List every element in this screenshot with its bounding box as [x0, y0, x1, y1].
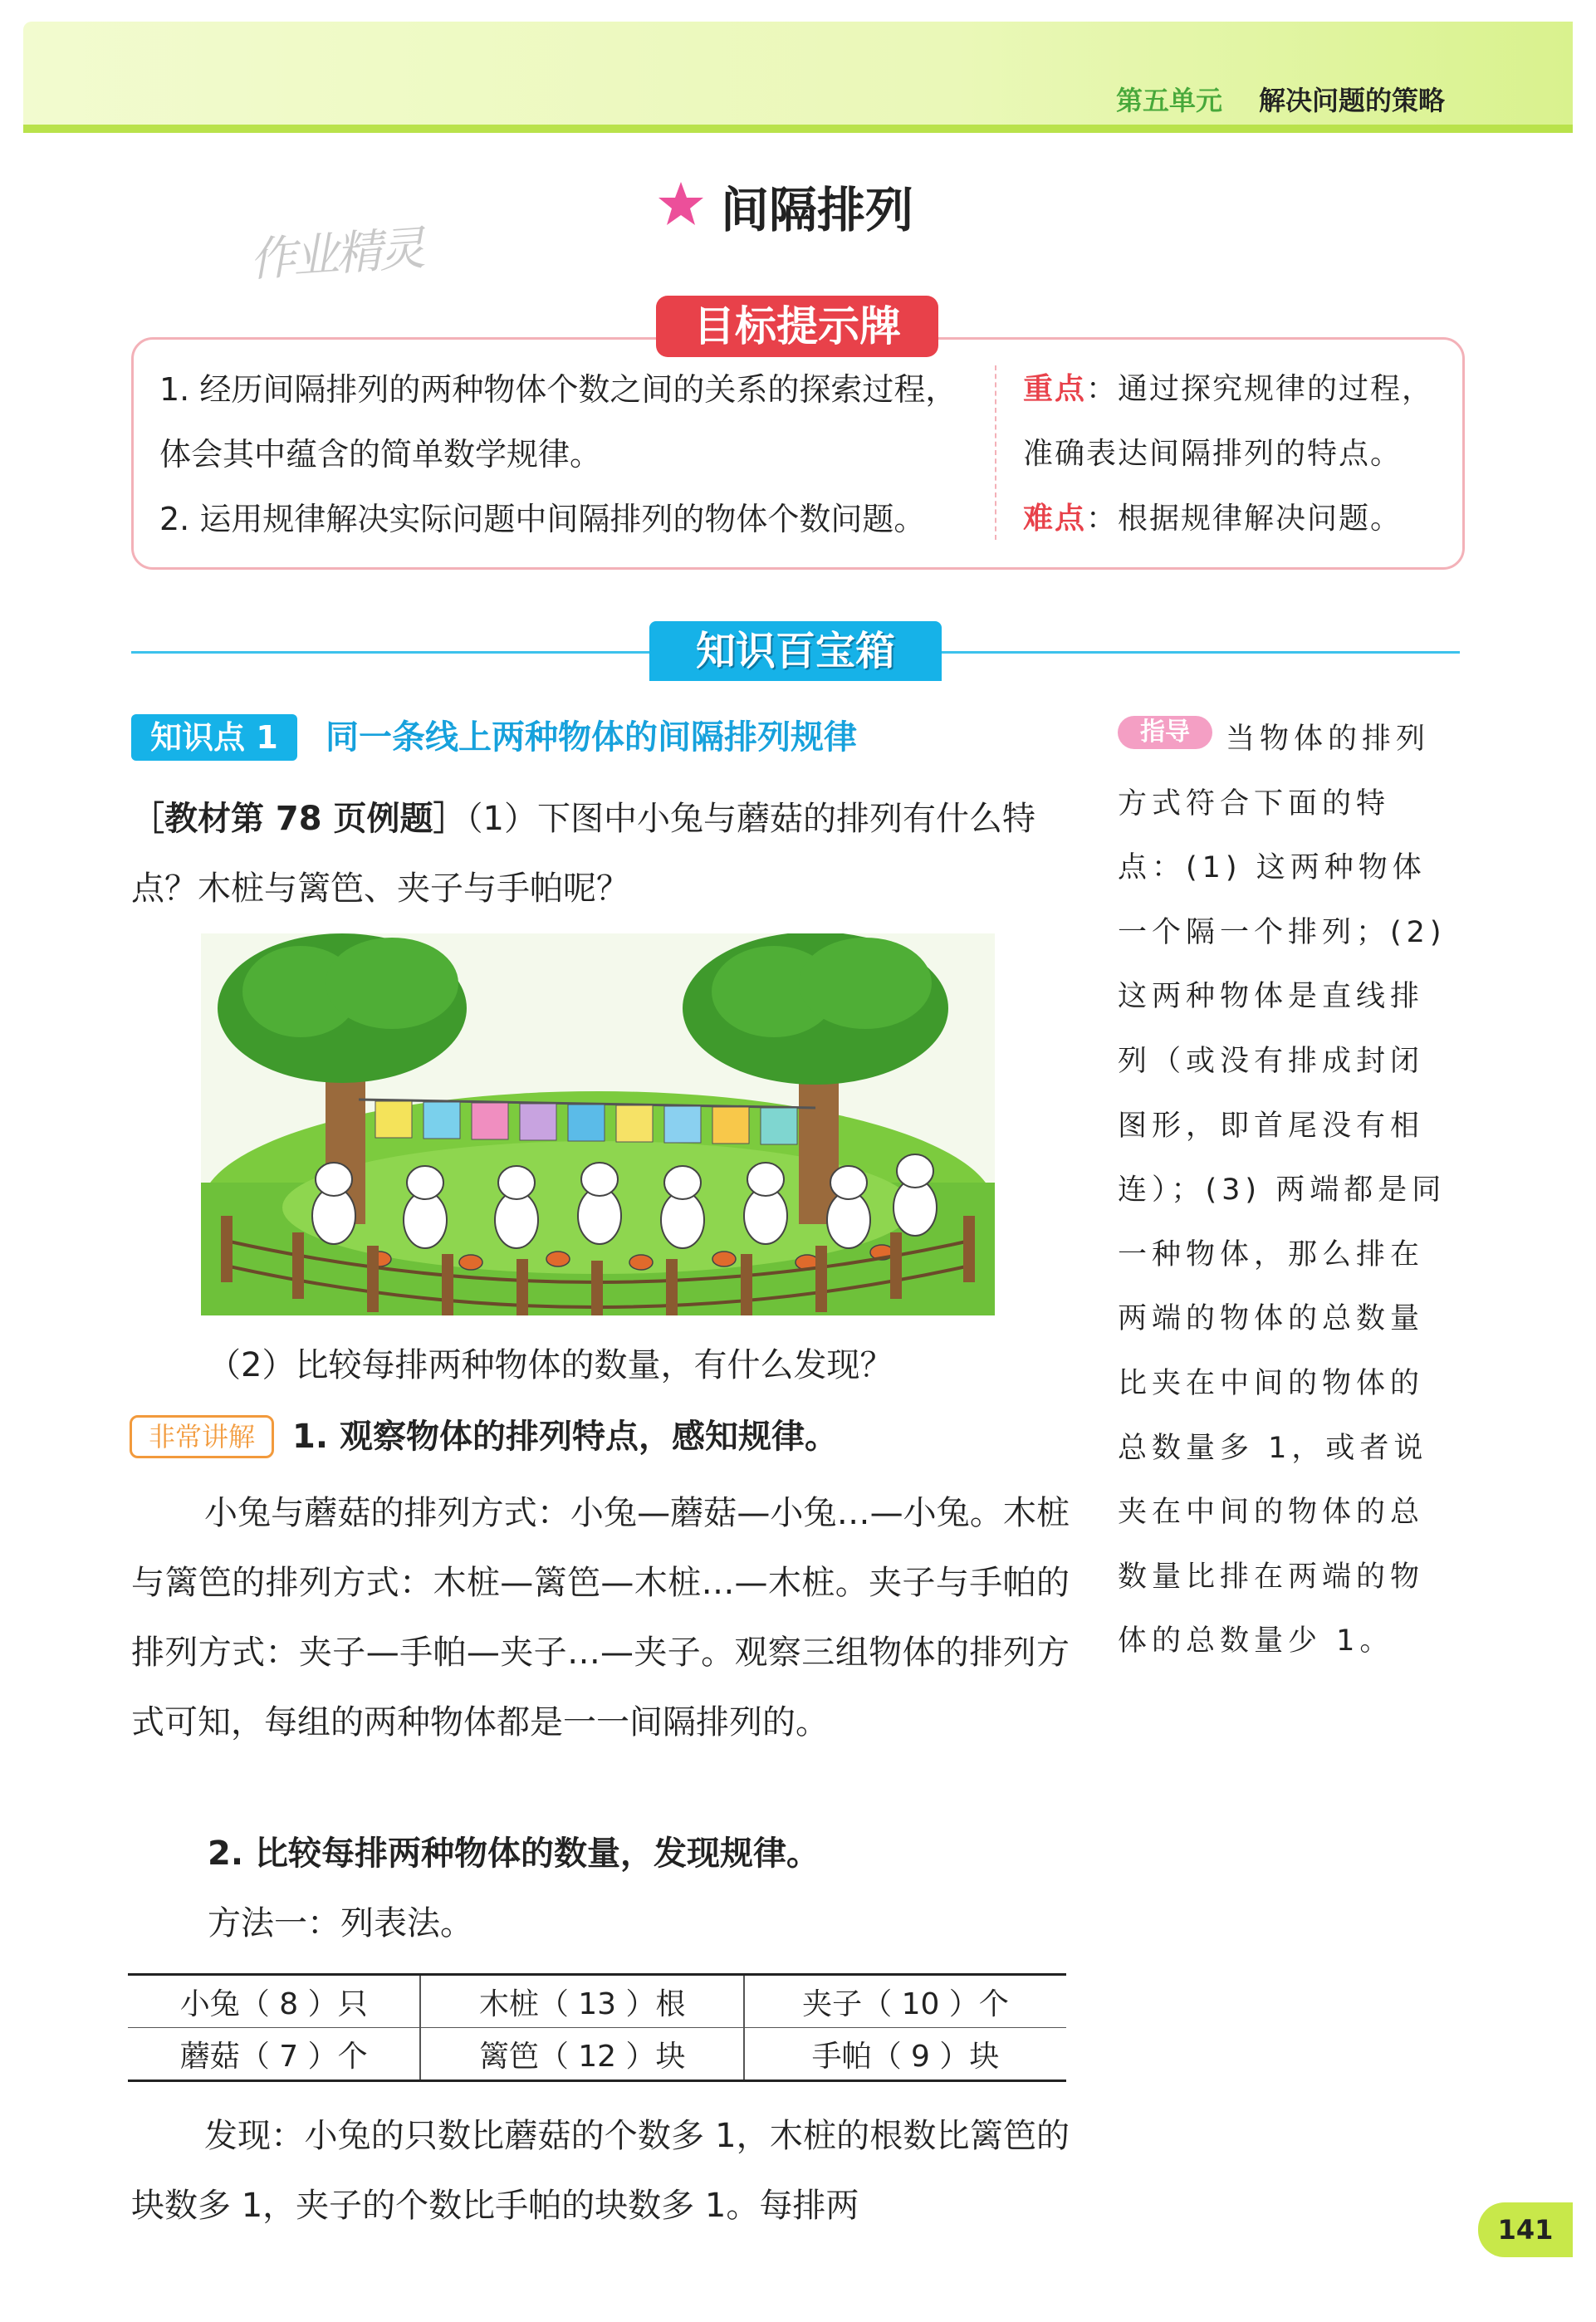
rabbits-mushrooms-illustration	[201, 933, 995, 1315]
key-points	[1023, 357, 1455, 551]
table-row	[128, 1975, 1066, 2028]
table-row	[128, 2028, 1066, 2081]
section-banner: 知识百宝箱	[649, 621, 942, 681]
key-label: 重点	[1023, 372, 1087, 406]
difficult-text: ：根据规律解决问题。	[1086, 502, 1403, 536]
table-cell: 篱笆（ 12 ）块	[420, 2028, 744, 2081]
step-1-heading: 1. 观察物体的排列特点，感知规律。	[292, 1418, 838, 1456]
table-cell: 木桩（ 13 ）根	[420, 1975, 744, 2028]
example-ref: ［教材第 78 页例题］	[131, 800, 467, 838]
explanation-paragraph: 小兔与蘑菇的排列方式：小兔—蘑菇—小兔…—小兔。木桩与篱笆的排列方式：木桩—篱笆—木桩…—木桩。夹子与手帕的排列方式：夹子—手帕—夹子…—夹子。观察三组物体的排列方式可知，每组的两种物体都是一一间隔排列的。	[131, 1494, 1070, 1742]
finding-paragraph: 发现：小兔的只数比蘑菇的个数多 1，木桩的根数比篱笆的块数多 1，夹子的个数比手帕的块数多 1。每排两	[131, 2117, 1070, 2225]
table-cell: 小兔（ 8 ）只	[128, 1975, 420, 2028]
goal-tab: 目标提示牌	[656, 296, 938, 357]
table-cell: 手帕（ 9 ）块	[744, 2028, 1066, 2081]
count-table	[128, 1973, 1066, 2082]
goal-item-2: 2. 运用规律解决实际问题中间隔排列的物体个数问题。	[159, 501, 926, 537]
header-line	[23, 125, 1573, 133]
table-cell: 蘑菇（ 7 ）个	[128, 2028, 420, 2081]
table-cell: 夹子（ 10 ）个	[744, 1975, 1066, 2028]
watermark: 作业精灵	[247, 221, 424, 288]
example-question-2: （2）比较每排两种物体的数量，有什么发现？	[208, 1346, 893, 1384]
page-title: 间隔排列	[721, 182, 914, 238]
method-1-label: 方法一：列表法。	[208, 1904, 473, 1942]
goal-divider	[995, 365, 996, 540]
star-icon	[656, 179, 706, 229]
guide-note: 当物体的排列方式符合下面的特点：(1) 这两种物体一个隔一个排列；(2) 这两种物体是直线排列（或没有排成封闭图形，即首尾没有相连）；(3) 两端都是同一种物体，那么排在两端的物体的总数量比夹在中间的物体的总数量多 1，或者说夹在中间的物体的总数量比排在两端的物体的总数量少 1。	[1118, 723, 1447, 1658]
difficult-label: 难点	[1023, 502, 1087, 536]
key-text: ：通过探究规律的过程，准确表达间隔排列的特点。	[1023, 372, 1434, 471]
explain-tag: 非常讲解	[130, 1415, 274, 1458]
example-question	[131, 784, 1078, 923]
goal-item-1: 1. 经历间隔排列的两种物体个数之间的关系的探索过程，体会其中蕴含的简单数学规律。	[159, 371, 957, 473]
page-number: 141	[1478, 2202, 1573, 2257]
example-question-1: （1）下图中小兔与蘑菇的排列有什么特点？木桩与篱笆、夹子与手帕呢？	[131, 800, 1035, 908]
knowledge-point-title: 同一条线上两种物体的间隔排列规律	[326, 718, 857, 757]
knowledge-point-tag: 知识点 1	[131, 714, 297, 761]
unit-title: 解决问题的策略	[1259, 85, 1446, 116]
unit-label: 第五单元	[1116, 85, 1223, 116]
guide-tag: 指导	[1118, 716, 1212, 749]
step-2-heading: 2. 比较每排两种物体的数量，发现规律。	[208, 1835, 820, 1873]
